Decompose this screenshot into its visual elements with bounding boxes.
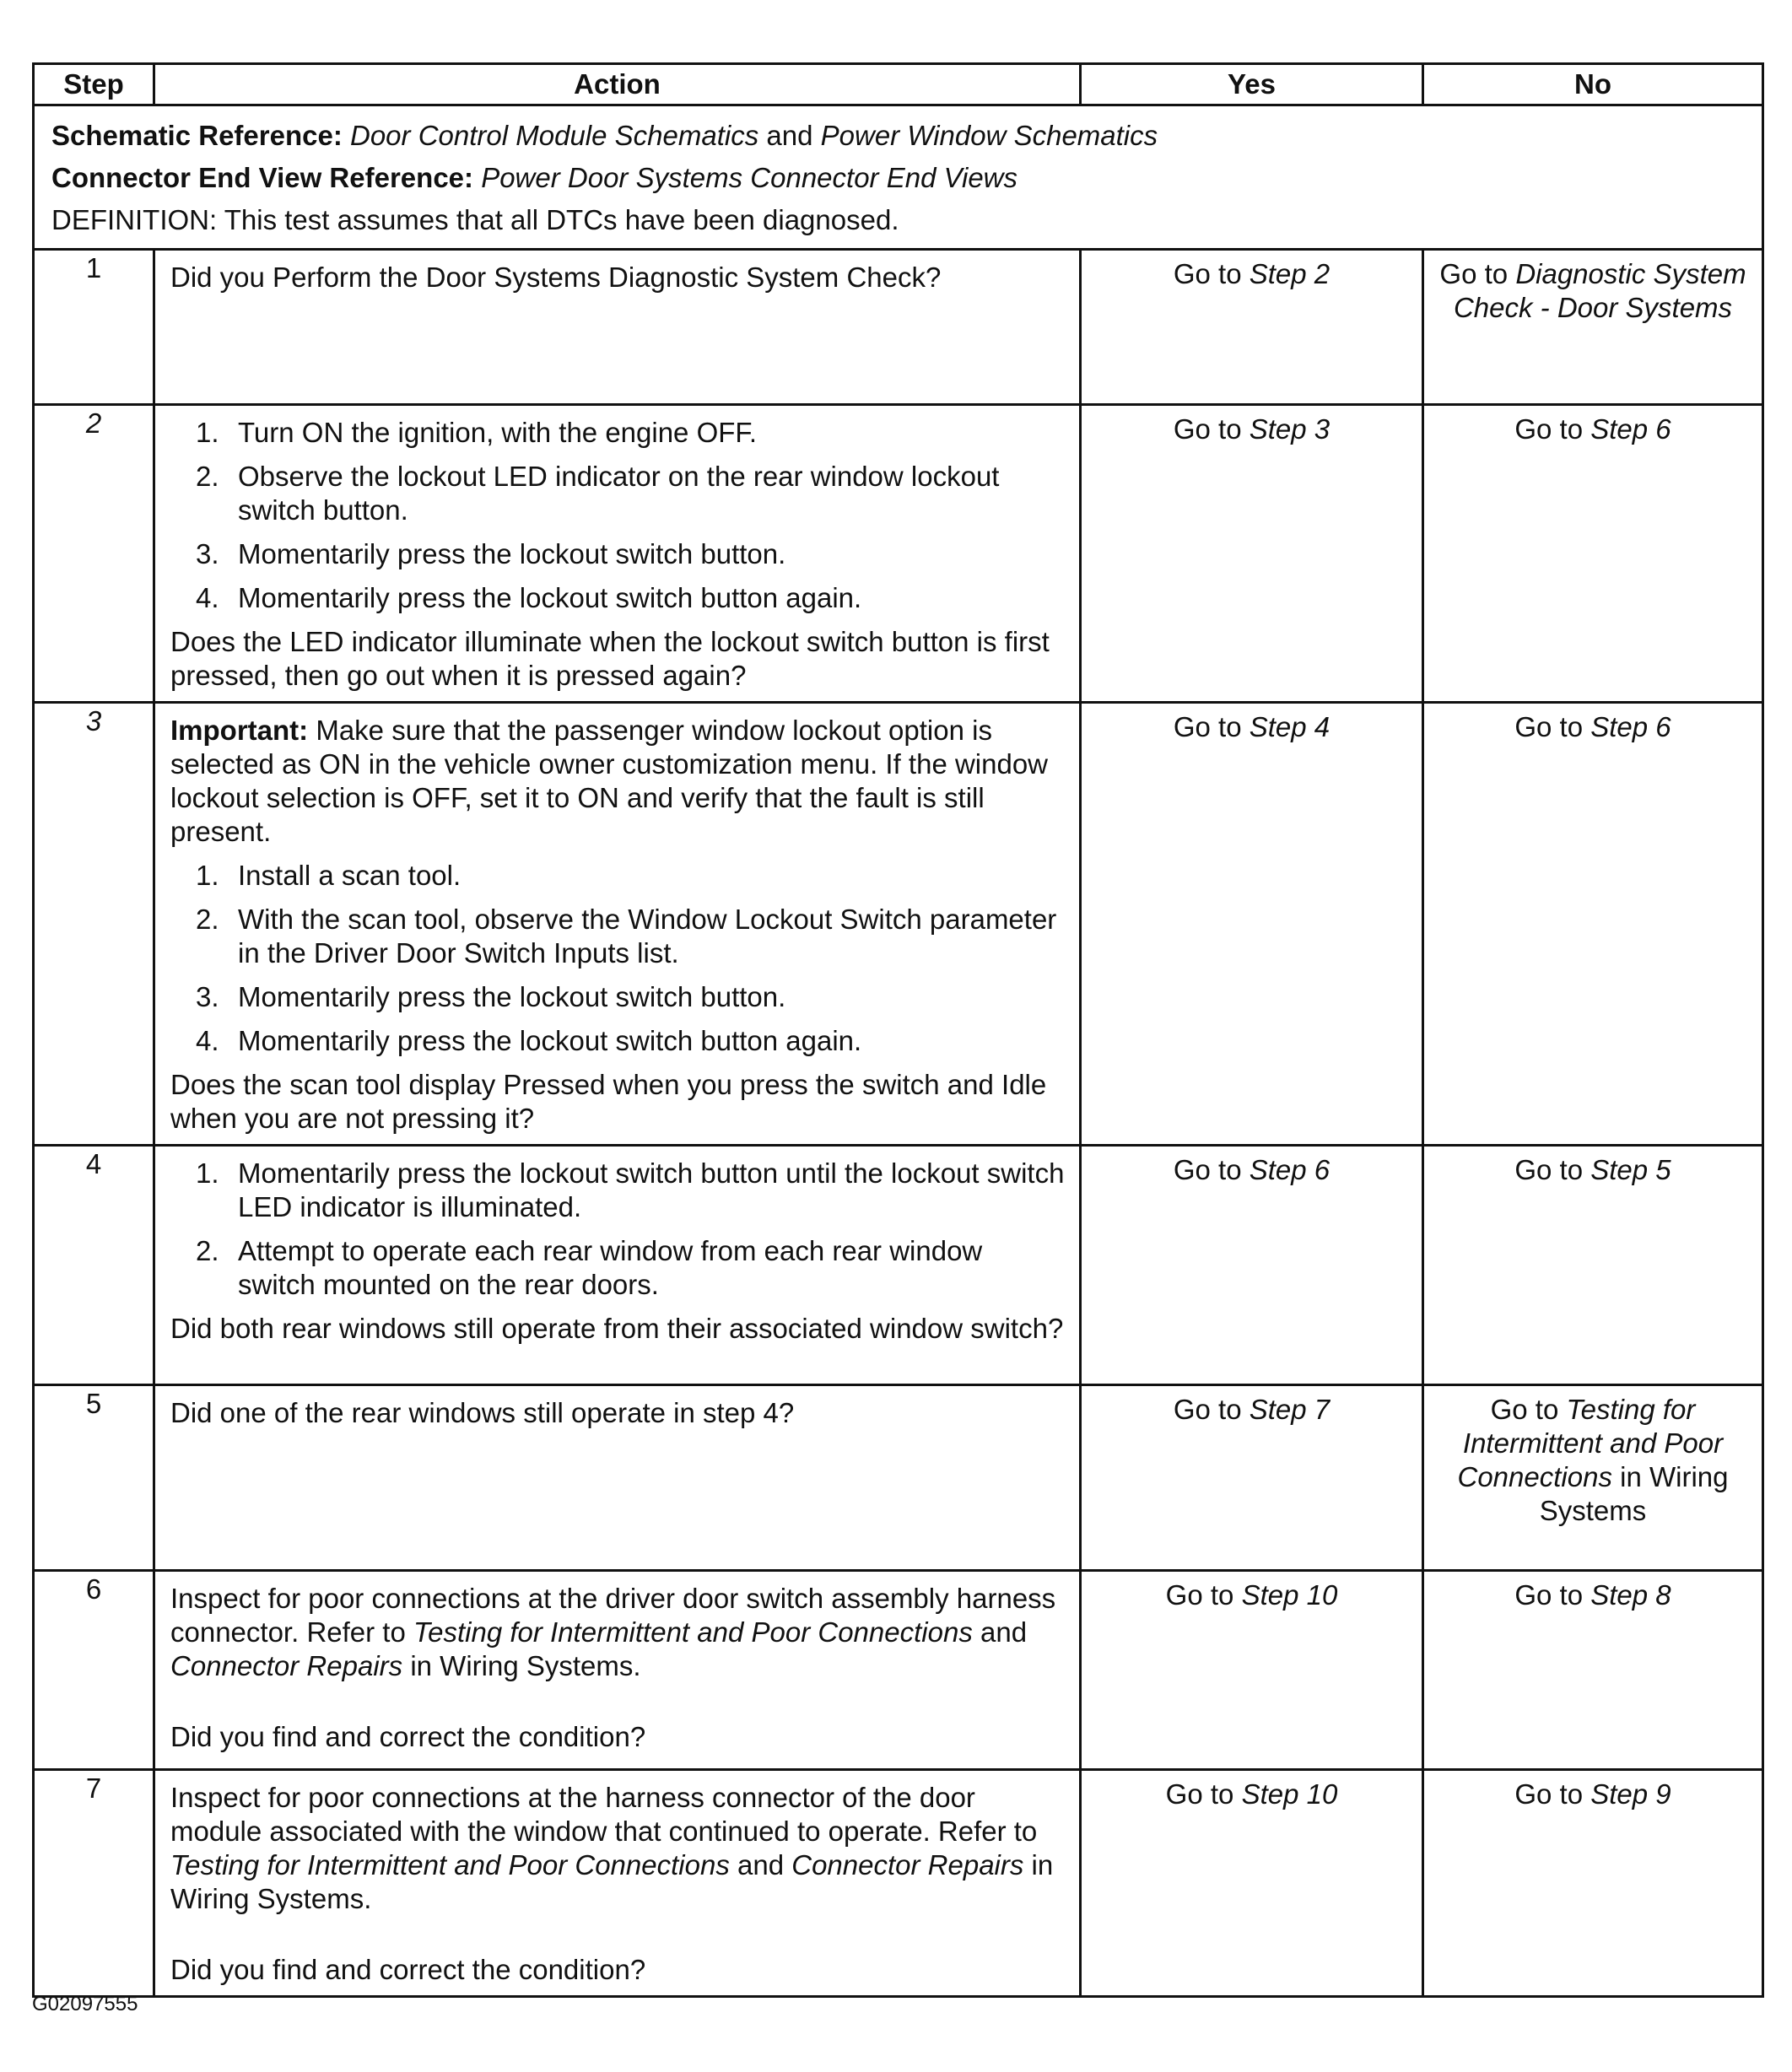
schematic-reference-label: Schematic Reference:: [51, 120, 343, 151]
ref-link-testing[interactable]: Testing for Intermittent and Poor Connections: [170, 1849, 730, 1880]
action-cell: [154, 1385, 1081, 1571]
no-link[interactable]: Step 9: [1590, 1778, 1671, 1810]
figure-id: G02097555: [32, 1993, 138, 2015]
yes-link[interactable]: Step 2: [1249, 258, 1331, 289]
yes-link[interactable]: Step 10: [1241, 1778, 1338, 1810]
definition-text: DEFINITION: This test assumes that all DTCs have been diagnosed.: [51, 204, 899, 235]
ref-link-repairs[interactable]: Connector Repairs: [791, 1849, 1024, 1880]
header-step: Step: [34, 64, 154, 105]
step-number: 1: [34, 250, 154, 405]
header-yes: Yes: [1081, 64, 1423, 105]
action-question: Did you Perform the Door Systems Diagnostic System Check?: [170, 262, 942, 293]
ref-link-testing[interactable]: Testing for Intermittent and Poor Connections: [413, 1616, 973, 1648]
schematic-link-power-window[interactable]: Power Window Schematics: [820, 120, 1158, 151]
list-item: 2. Attempt to operate each rear window from each rear window switch mounted on the rear doors.: [196, 1235, 983, 1300]
no-prefix: Go to: [1514, 1579, 1584, 1611]
action-cell: [154, 1146, 1081, 1385]
yes-link[interactable]: Step 3: [1249, 413, 1331, 445]
ref-link-repairs[interactable]: Connector Repairs: [170, 1650, 403, 1681]
list-item: 4. Momentarily press the lockout switch button again.: [196, 582, 862, 613]
no-link[interactable]: Step 5: [1590, 1154, 1671, 1185]
list-item: 4. Momentarily press the lockout switch button again.: [196, 1025, 862, 1056]
important-label: Important:: [170, 715, 309, 746]
reference-block: [34, 105, 1763, 250]
no-cell: [1423, 1385, 1763, 1571]
table-row: [34, 1571, 1763, 1770]
yes-cell: [1081, 1770, 1423, 1997]
yes-prefix: Go to: [1165, 1778, 1234, 1810]
action-list: [170, 416, 1066, 615]
table-row: [34, 1146, 1763, 1385]
yes-prefix: Go to: [1173, 413, 1242, 445]
no-prefix: Go to: [1439, 258, 1509, 289]
table-row: [34, 1770, 1763, 1997]
no-cell: [1423, 405, 1763, 703]
action-cell: [154, 703, 1081, 1146]
action-text: Inspect for poor connections at the harness connector of the door module associated with the window that continued to operate. Refer to Testing for Intermittent and Poor Connections and Connector Repairs in Wiring Systems.: [170, 1782, 1054, 1914]
table-row: [34, 703, 1763, 1146]
no-cell: [1423, 1571, 1763, 1770]
table-row: [34, 405, 1763, 703]
list-item: 1. Momentarily press the lockout switch button until the lockout switch LED indicator is illuminated.: [196, 1157, 1065, 1222]
action-cell: [154, 1770, 1081, 1997]
action-text: Inspect for poor connections at the driver door switch assembly harness connector. Refer to Testing for Intermittent and Poor Connections and Connector Repairs in Wiring Systems.: [170, 1583, 1056, 1681]
yes-prefix: Go to: [1165, 1579, 1234, 1611]
no-cell: [1423, 1146, 1763, 1385]
list-item: 2. Observe the lockout LED indicator on the rear window lockout switch button.: [196, 461, 1000, 526]
action-question: Does the scan tool display Pressed when you press the switch and Idle when you are not pressing it?: [170, 1069, 1047, 1134]
header-action: Action: [154, 64, 1081, 105]
no-prefix: Go to: [1514, 711, 1584, 742]
step-number: 5: [34, 1385, 154, 1571]
yes-prefix: Go to: [1173, 258, 1242, 289]
step-number: 2: [34, 405, 154, 703]
action-question: Did one of the rear windows still operate in step 4?: [170, 1397, 795, 1428]
yes-cell: [1081, 250, 1423, 405]
no-prefix: Go to: [1514, 1154, 1584, 1185]
yes-cell: [1081, 1385, 1423, 1571]
header-row: [34, 64, 1763, 105]
no-cell: [1423, 1770, 1763, 1997]
action-cell: [154, 405, 1081, 703]
header-no: No: [1423, 64, 1763, 105]
action-question: Does the LED indicator illuminate when the lockout switch button is first pressed, then go out when it is pressed again?: [170, 626, 1050, 691]
no-link[interactable]: Step 8: [1590, 1579, 1671, 1611]
yes-link[interactable]: Step 4: [1249, 711, 1331, 742]
connector-reference: [51, 157, 1745, 199]
yes-link[interactable]: Step 10: [1241, 1579, 1338, 1611]
yes-cell: [1081, 1571, 1423, 1770]
step-number: 7: [34, 1770, 154, 1997]
action-question: Did you find and correct the condition?: [170, 1954, 646, 1985]
yes-link[interactable]: Step 7: [1249, 1394, 1331, 1425]
reference-row: [34, 105, 1763, 250]
list-item: 1. Turn ON the ignition, with the engine OFF.: [196, 417, 758, 448]
action-question: Did both rear windows still operate from their associated window switch?: [170, 1313, 1064, 1344]
schematic-and: and: [766, 120, 813, 151]
no-cell: [1423, 703, 1763, 1146]
no-prefix: Go to: [1490, 1394, 1559, 1425]
no-cell: [1423, 250, 1763, 405]
step-number: 6: [34, 1571, 154, 1770]
list-item: 2. With the scan tool, observe the Window Lockout Switch parameter in the Driver Door Switch Inputs list.: [196, 904, 1057, 969]
no-link[interactable]: Testing for Intermittent and Poor Connections: [1457, 1394, 1724, 1492]
action-cell: [154, 1571, 1081, 1770]
action-question: Did you find and correct the condition?: [170, 1721, 646, 1752]
action-cell: [154, 250, 1081, 405]
important-text: Make sure that the passenger window lockout option is selected as ON in the vehicle owner customization menu. If the window lockout selection is OFF, set it to ON and verify that the fault is still present.: [170, 715, 1049, 847]
step-number: 4: [34, 1146, 154, 1385]
yes-cell: [1081, 703, 1423, 1146]
diagnostic-table: [32, 62, 1764, 1998]
connector-link[interactable]: Power Door Systems Connector End Views: [481, 162, 1018, 193]
connector-reference-label: Connector End View Reference:: [51, 162, 474, 193]
no-link[interactable]: Step 6: [1590, 413, 1671, 445]
yes-prefix: Go to: [1173, 711, 1242, 742]
list-item: 3. Momentarily press the lockout switch button.: [196, 538, 786, 569]
list-item: 1. Install a scan tool.: [196, 860, 461, 891]
list-item: 3. Momentarily press the lockout switch button.: [196, 981, 786, 1012]
table-row: [34, 1385, 1763, 1571]
yes-cell: [1081, 1146, 1423, 1385]
yes-prefix: Go to: [1173, 1154, 1242, 1185]
table-row: [34, 250, 1763, 405]
schematic-link-door-control[interactable]: Door Control Module Schematics: [350, 120, 759, 151]
no-link[interactable]: Diagnostic System Check - Door Systems: [1453, 258, 1746, 323]
no-link[interactable]: Step 6: [1590, 711, 1671, 742]
action-list: [170, 859, 1066, 1058]
yes-prefix: Go to: [1173, 1394, 1242, 1425]
no-prefix: Go to: [1514, 1778, 1584, 1810]
step-number: 3: [34, 703, 154, 1146]
important-note: [170, 714, 1066, 849]
schematic-reference: [51, 115, 1745, 157]
yes-cell: [1081, 405, 1423, 703]
action-list: [170, 1157, 1066, 1302]
no-prefix: Go to: [1514, 413, 1584, 445]
no-suffix: in Wiring Systems: [1539, 1461, 1729, 1526]
yes-link[interactable]: Step 6: [1249, 1154, 1331, 1185]
